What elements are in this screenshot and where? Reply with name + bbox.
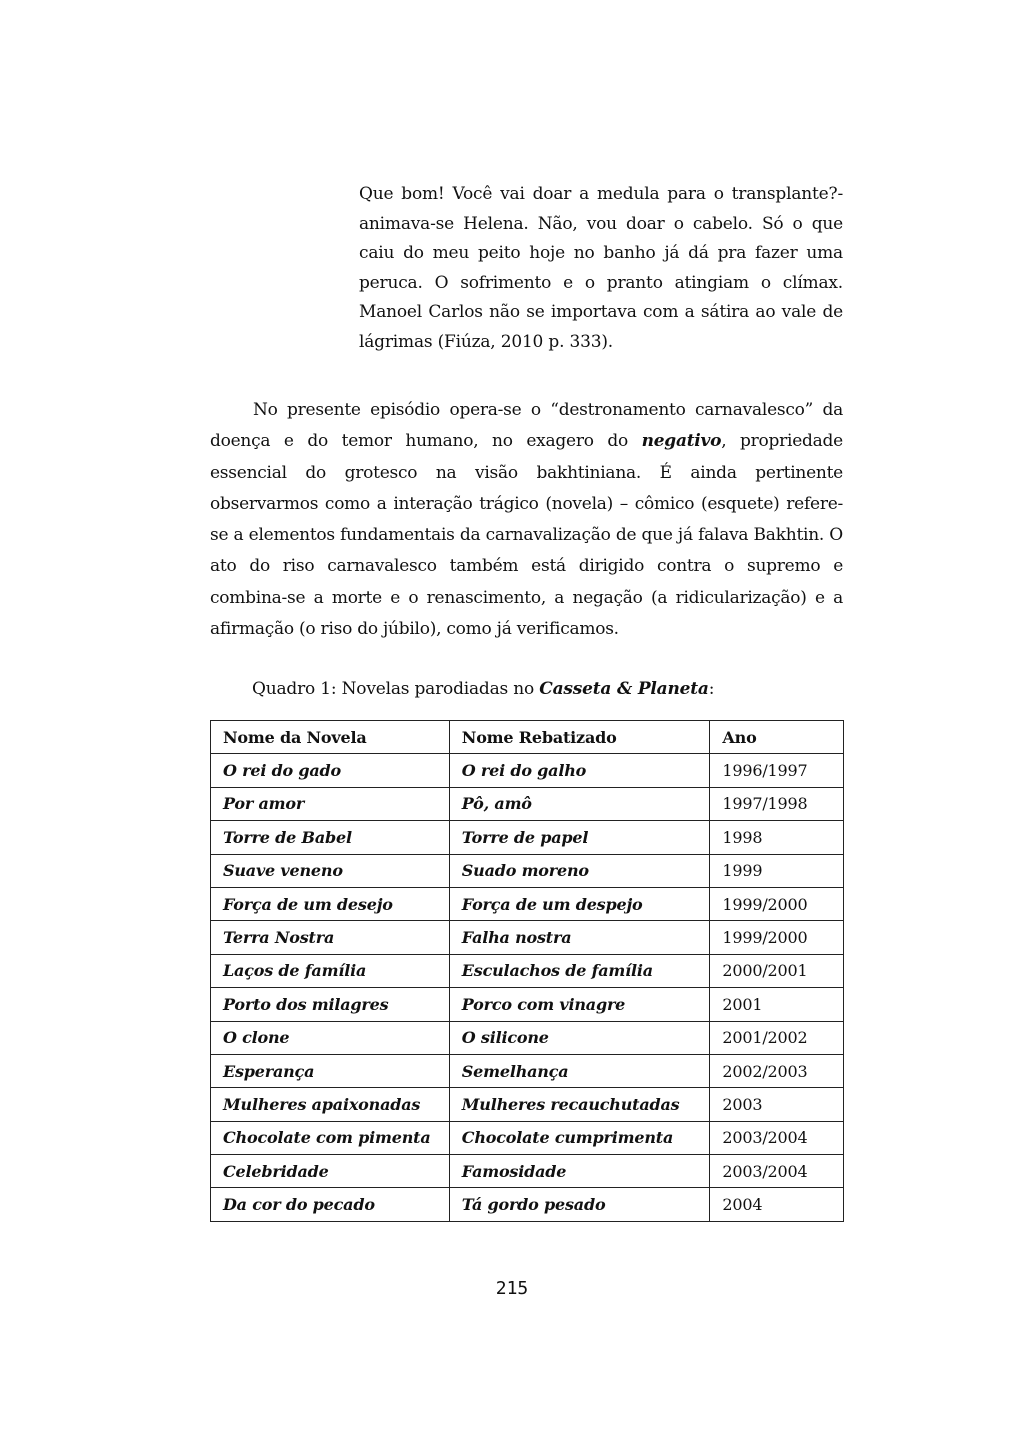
caption-suffix: : [708,679,715,699]
cell-rebatizado: Pô, amô [449,787,710,820]
table-row [211,854,844,887]
cell-ano: 2003/2004 [710,1121,844,1154]
table-row [211,787,844,820]
cell-rebatizado: Famosidade [449,1155,710,1188]
table-header-row [211,721,844,754]
cell-rebatizado: Mulheres recauchutadas [449,1088,710,1121]
cell-novela: Mulheres apaixonadas [211,1088,450,1121]
cell-novela: Porto dos milagres [211,988,450,1021]
cell-rebatizado: Suado moreno [449,854,710,887]
table-row [211,988,844,1021]
novelas-table [210,720,844,1222]
table-row [211,754,844,787]
cell-rebatizado: Porco com vinagre [449,988,710,1021]
cell-ano: 2000/2001 [710,954,844,987]
header-rebatizado: Nome Rebatizado [449,721,710,754]
cell-ano: 1997/1998 [710,787,844,820]
header-ano: Ano [710,721,844,754]
cell-novela: Esperança [211,1054,450,1087]
cell-novela: O rei do gado [211,754,450,787]
cell-ano: 2002/2003 [710,1054,844,1087]
cell-rebatizado: Força de um despejo [449,887,710,920]
caption-show-title: Casseta & Planeta [539,679,709,699]
cell-novela: Suave veneno [211,854,450,887]
cell-rebatizado: Esculachos de família [449,954,710,987]
cell-ano: 2003 [710,1088,844,1121]
table-row [211,1088,844,1121]
paragraph-text-start: No presente episódio opera-se o “destronamento carnavalesco” da doença e do temor humano, no exagero do [210,400,843,452]
quote-text: Que bom! Você vai doar a medula para o transplante?- animava-se Helena. Não, vou doar o cabelo. Só o que caiu do meu peito hoje no banho já dá pra fazer uma peruca. O sofrimento e o pranto atingiam o clímax. Manoel Carlos não se importava com a sátira ao vale de lágrimas (Fiúza, 2010 p. 333). [359,184,843,352]
table-row [211,1121,844,1154]
block-quote [359,180,843,358]
cell-ano: 2004 [710,1188,844,1221]
table-row [211,887,844,920]
cell-ano: 1999/2000 [710,921,844,954]
cell-rebatizado: Torre de papel [449,821,710,854]
cell-ano: 2001/2002 [710,1021,844,1054]
cell-rebatizado: Chocolate cumprimenta [449,1121,710,1154]
cell-rebatizado: Semelhança [449,1054,710,1087]
cell-ano: 2001 [710,988,844,1021]
cell-ano: 1999/2000 [710,887,844,920]
cell-rebatizado: Falha nostra [449,921,710,954]
table-row [211,1155,844,1188]
table-row [211,954,844,987]
table-row [211,921,844,954]
table-row [211,1021,844,1054]
cell-novela: O clone [211,1021,450,1054]
cell-novela: Terra Nostra [211,921,450,954]
cell-ano: 1998 [710,821,844,854]
paragraph-text-end: , propriedade essencial do grotesco na visão bakhtiniana. É ainda pertinente observarmos como a interação trágico (novela) – cômico (esquete) refere-se a elementos fundamentais da carnavalização de que já falava Bakhtin. O ato do riso carnavalesco também está dirigido contra o supremo e combina-se a morte e o renascimento, a negação (a ridicularização) e a afirmação (o riso do júbilo), como já verificamos. [210,431,843,640]
cell-novela: Da cor do pecado [211,1188,450,1221]
table-row [211,1188,844,1221]
cell-rebatizado: O silicone [449,1021,710,1054]
cell-novela: Força de um desejo [211,887,450,920]
cell-rebatizado: O rei do galho [449,754,710,787]
cell-ano: 1996/1997 [710,754,844,787]
cell-novela: Chocolate com pimenta [211,1121,450,1154]
cell-ano: 2003/2004 [710,1155,844,1188]
table-caption [252,676,714,702]
cell-ano: 1999 [710,854,844,887]
table-row [211,821,844,854]
cell-novela: Por amor [211,787,450,820]
page-number: 215 [495,1278,529,1299]
cell-novela: Torre de Babel [211,821,450,854]
table-row [211,1054,844,1087]
body-paragraph [210,395,843,645]
caption-prefix: Quadro 1: Novelas parodiadas no [252,679,540,699]
header-novela: Nome da Novela [211,721,450,754]
cell-rebatizado: Tá gordo pesado [449,1188,710,1221]
cell-novela: Celebridade [211,1155,450,1188]
cell-novela: Laços de família [211,954,450,987]
paragraph-emphasis: negativo [641,431,722,452]
